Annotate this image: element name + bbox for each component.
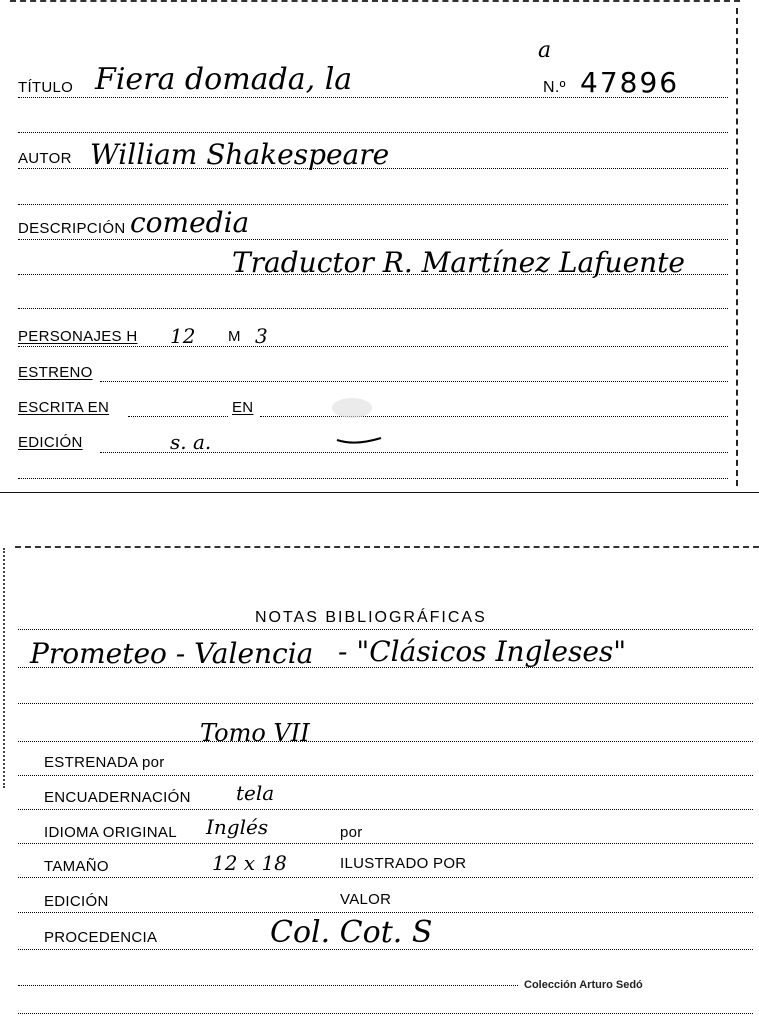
catalog-card-front bbox=[0, 0, 745, 492]
catalog-card-back bbox=[0, 545, 759, 1028]
encuadernacion-label: ENCUADERNACIÓN bbox=[44, 789, 191, 806]
rule bbox=[18, 703, 753, 704]
escrita-label: ESCRITA EN bbox=[18, 399, 110, 416]
rule bbox=[128, 416, 228, 417]
rule bbox=[18, 132, 728, 133]
rule bbox=[18, 629, 753, 630]
personajes-label: PERSONAJES H bbox=[18, 328, 138, 345]
autor-value: William Shakespeare bbox=[90, 138, 390, 171]
idioma-label: IDIOMA ORIGINAL bbox=[44, 824, 177, 841]
number-value: 47896 bbox=[580, 66, 680, 99]
number-mark: a bbox=[538, 38, 552, 63]
card-top-edge bbox=[10, 0, 740, 2]
escrita-en-label: EN bbox=[232, 399, 254, 416]
number-label: N.º bbox=[543, 79, 566, 96]
ilustrado-label: ILUSTRADO POR bbox=[340, 855, 467, 872]
rule bbox=[18, 809, 753, 810]
rule bbox=[260, 416, 728, 417]
tamano-value: 12 x 18 bbox=[212, 851, 287, 875]
rule bbox=[18, 667, 753, 668]
titulo-label: TÍTULO bbox=[18, 79, 74, 96]
collection-footer: Colección Arturo Sedó bbox=[524, 979, 643, 991]
rule bbox=[100, 381, 728, 382]
edicion-back-label: EDICIÓN bbox=[44, 893, 109, 910]
card-right-edge bbox=[736, 8, 738, 486]
rule bbox=[18, 168, 728, 169]
rule bbox=[18, 741, 753, 742]
pen-stroke bbox=[335, 432, 385, 446]
note-line2: Tomo VII bbox=[200, 719, 310, 747]
rule bbox=[18, 985, 518, 986]
personajes-m-value: 3 bbox=[255, 324, 268, 348]
edicion-label: EDICIÓN bbox=[18, 434, 83, 451]
rule bbox=[18, 912, 753, 913]
personajes-h-value: 12 bbox=[170, 324, 196, 348]
rule bbox=[18, 843, 753, 844]
rule bbox=[18, 478, 728, 479]
titulo-value: Fiera domada, la bbox=[95, 62, 353, 97]
autor-label: AUTOR bbox=[18, 150, 72, 167]
edicion-value: s. a. bbox=[170, 430, 212, 454]
valor-label: VALOR bbox=[340, 891, 392, 908]
encuadernacion-value: tela bbox=[236, 781, 275, 805]
idioma-por-label: por bbox=[340, 824, 363, 841]
rule bbox=[18, 1013, 753, 1014]
rule bbox=[18, 239, 728, 240]
rule bbox=[18, 274, 728, 275]
descripcion-value: comedia bbox=[130, 206, 250, 239]
procedencia-label: PROCEDENCIA bbox=[44, 929, 158, 946]
rule bbox=[18, 204, 728, 205]
procedencia-value: Col. Cot. S bbox=[270, 915, 433, 950]
rule bbox=[18, 346, 728, 347]
estrenada-label: ESTRENADA por bbox=[44, 754, 165, 771]
rule bbox=[18, 775, 753, 776]
note-line1-left: Prometeo - Valencia bbox=[30, 637, 314, 670]
estreno-label: ESTRENO bbox=[18, 364, 93, 381]
card-separator bbox=[0, 492, 759, 493]
descripcion-label: DESCRIPCIÓN bbox=[18, 220, 126, 237]
rule bbox=[18, 877, 753, 878]
rule bbox=[18, 949, 753, 950]
ink-smudge bbox=[332, 398, 372, 418]
note-line1-right: - "Clásicos Ingleses" bbox=[338, 635, 627, 668]
tamano-label: TAMAÑO bbox=[44, 858, 109, 875]
rule bbox=[18, 97, 728, 98]
notas-heading: NOTAS BIBLIOGRÁFICAS bbox=[255, 609, 487, 626]
traductor-value: Traductor R. Martínez Lafuente bbox=[232, 246, 685, 279]
idioma-value: Inglés bbox=[206, 815, 269, 839]
rule bbox=[18, 308, 728, 309]
personajes-m-label: M bbox=[228, 328, 241, 345]
